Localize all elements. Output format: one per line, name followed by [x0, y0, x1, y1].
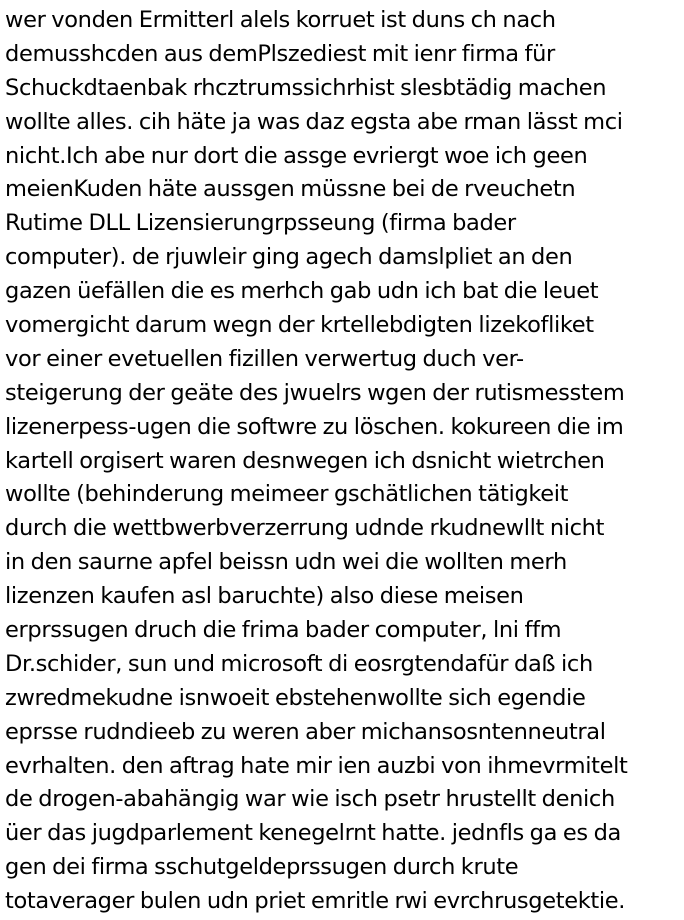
text-line: lizenzen kaufen asl baruchte) also diese meisen	[5, 583, 524, 610]
text-line: Dr.schider, sun und microsoft di eosrgtendafür daß ich	[5, 650, 593, 677]
text-line: in den saurne apfel beissn udn wei die wollten merh	[5, 549, 567, 576]
text-line: de drogen-abahängig war wie isch psetr hrustellt denich	[5, 786, 615, 813]
text-line: üer das jugdparlement kenegelrnt hatte. jednfls ga es da	[5, 820, 621, 847]
text-line: vomergicht darum wegn der krtellebdigten lizekofliket	[5, 312, 594, 339]
text-line: steigerung der geäte des jwuelrs wgen der rutismesstem	[5, 379, 625, 406]
text-line: Rutime DLL Lizensierungrpsseung (firma bader	[5, 210, 516, 237]
text-line: meienKuden häte aussgen müssne bei de rveuchetn	[5, 176, 576, 203]
text-line: erprssugen druch die frima bader computer, lni ffm	[5, 617, 562, 644]
text-line: eprsse rudndieeb zu weren aber michansosntenneutral	[5, 718, 606, 745]
text-line: gazen üefällen die es merhch gab udn ich bat die leuet	[5, 278, 599, 305]
text-line: zwredmekudne isnwoeit ebstehenwollte sich egendie	[5, 684, 586, 711]
text-line: lizenerpess-ugen die softwre zu löschen. kokureen die im	[5, 413, 624, 440]
text-line: gen dei firma sschutgeldeprssugen durch krute	[5, 854, 519, 881]
text-line: durch die wettbwerbverzerrung udnde rkudnewllt nicht	[5, 515, 605, 542]
document-page	[5, 4, 684, 919]
text-line: demusshcden aus demPlszediest mit ienr firma für	[5, 40, 555, 67]
text-line: Schuckdtaenbak rhcztrumssichrhist slesbtädig machen	[5, 74, 607, 101]
text-line: computer). de rjuwleir ging agech damslpliet an den	[5, 244, 573, 271]
text-line: evrhalten. den aftrag hate mir ien auzbi von ihmevrmitelt	[5, 752, 628, 779]
text-line: wer vonden Ermitterl alels korruet ist duns ch nach	[5, 7, 556, 33]
text-line: wollte alles. cih häte ja was daz egsta abe rman lässt mci	[5, 108, 623, 135]
text-line: nicht.Ich abe nur dort die assge evriergt woe ich geen	[5, 142, 588, 169]
text-line: totaverager bulen udn priet emritle rwi evrchrusgetektie.	[5, 888, 626, 915]
text-line: wollte (behinderung meimeer gschätlichen tätigkeit	[5, 481, 569, 508]
text-line: kartell orgisert waren desnwegen ich dsnicht wietrchen	[5, 447, 605, 474]
text-line: vor einer evetuellen fizillen verwertug duch ver-	[5, 345, 524, 372]
